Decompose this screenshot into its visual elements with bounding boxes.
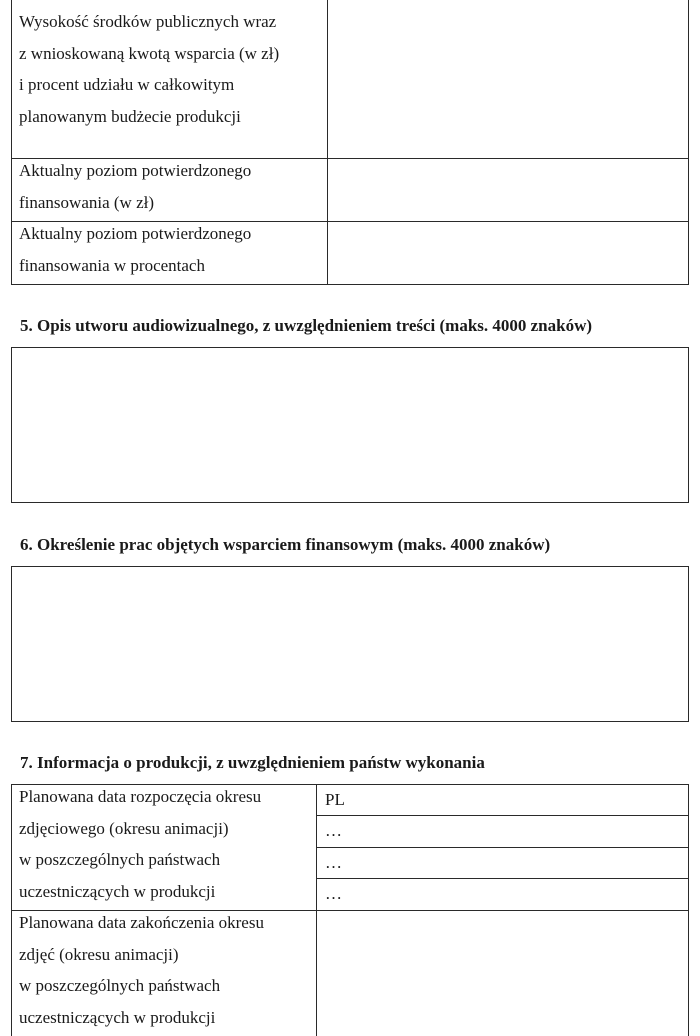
country-row-separator — [316, 847, 689, 848]
country-cell-4[interactable]: … — [325, 884, 342, 903]
section-5-text-box[interactable] — [11, 347, 689, 503]
country-row-separator — [316, 878, 689, 879]
country-cell-pl[interactable]: PL — [325, 790, 345, 809]
confirmed-funding-pln-label: Aktualny poziom potwierdzonego finansowania (w zł) — [19, 161, 252, 212]
confirmed-funding-percent-value-cell[interactable] — [328, 222, 688, 284]
section-7-heading: 7. Informacja o produkcji, z uwzględnieniem państw wykonania — [20, 753, 485, 772]
country-row-separator — [316, 815, 689, 816]
section-5-heading: 5. Opis utworu audiowizualnego, z uwzględnieniem treści (maks. 4000 znaków) — [20, 316, 593, 335]
public-funds-value-cell[interactable] — [328, 0, 688, 158]
country-cell-2[interactable]: … — [325, 821, 342, 840]
public-funds-label: Wysokość środków publicznych wraz z wnioskowaną kwotą wsparcia (w zł) i procent udziału w całkowitym planowanym budżecie produkcji — [19, 12, 280, 126]
country-cell-3[interactable]: … — [325, 853, 342, 872]
start-date-label: Planowana data rozpoczęcia okresu zdjęciowego (okresu animacji) w poszczególnych państwach uczestniczących w produkcji — [19, 787, 262, 901]
end-date-label: Planowana data zakończenia okresu zdjęć (okresu animacji) w poszczególnych państwach uczestniczących w produkcji — [19, 913, 264, 1027]
end-date-value-cell[interactable] — [317, 911, 688, 1036]
confirmed-funding-percent-label: Aktualny poziom potwierdzonego finansowania w procentach — [19, 224, 252, 275]
confirmed-funding-pln-value-cell[interactable] — [328, 159, 688, 221]
section-6-heading: 6. Określenie prac objętych wsparciem finansowym (maks. 4000 znaków) — [20, 535, 551, 554]
section-6-text-box[interactable] — [11, 566, 689, 722]
